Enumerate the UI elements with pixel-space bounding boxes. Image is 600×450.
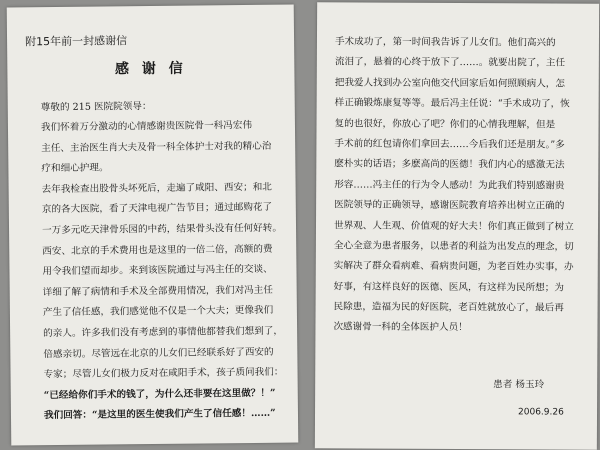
text-line: 疗和细心护理。 (41, 162, 109, 175)
text-line: 次感谢骨一科的全体医护人员！ (333, 321, 468, 334)
signature: 患者 杨玉玲 (493, 379, 545, 391)
text-line: 实解决了群众看病难、看病贵问题，为老百姓办实事，办 (333, 260, 574, 273)
text-line: 我们回答：“是这里的医生使我们产生了信任感！……” (43, 408, 276, 422)
text-line: 全心全意为患者服务，以患者的利益为出发点的理念，切 (333, 240, 574, 253)
letter-body-right (333, 32, 597, 339)
letter-title: 感 谢 信 (114, 60, 187, 78)
text-line: 医院领导的正确领导，感谢医院教育培养出树立正确的 (334, 199, 565, 212)
left-letter-page (7, 5, 299, 446)
text-line: 用令我们望而却步。来到该医院通过与冯主任的交谈、 (42, 263, 273, 278)
text-line: 西安、北京的手术费用也是这里的一倍二倍，高额的费 (42, 243, 273, 257)
text-line: 的亲人。许多我们没有考虑到的事情他都替我们想到了， (43, 325, 284, 340)
text-line: 复的也很好，你放心了吧？你们的心情我理解，但是 (334, 117, 556, 131)
text-line: 产生了信任感，我们感觉他不仅是一个大夫；更像我们 (42, 305, 274, 319)
letter-body-left (41, 116, 298, 428)
text-line: 手术前的红包请你们拿回去……今后我们还是朋友。”多 (334, 138, 565, 151)
text-line: 专家；尽管儿女们极力反对在咸阳手术，孩子质问我们： (43, 366, 284, 381)
text-line: 好事，有这样良好的医德、医风，有这样为民所想；为 (333, 281, 564, 294)
right-letter-page (315, 2, 599, 449)
text-line: 主任、主治医生肖大夫及骨一科全体护士对我的精心治 (41, 140, 272, 154)
page-header: 附15年前一封感谢信 (25, 34, 128, 49)
text-line: 我们怀着万分激动的心情感谢贵医院骨一科冯宏伟 (40, 119, 253, 134)
signature-date: 2006.9.26 (517, 407, 564, 418)
text-line: 倍感亲切。尽管远在北京的儿女们已经联系好了西安的 (43, 346, 274, 360)
salutation: 尊敬的 215 医院院领导： (40, 101, 152, 114)
text-line: “已经给你们手术的钱了，为什么还非要在这里做？！” (43, 387, 276, 401)
text-line: 京的各大医院，看了天津电视广告节目；通过邮购花了 (41, 202, 273, 216)
text-line: 形容……冯主任的行为令人感动！为此我们特别感谢贵 (334, 179, 565, 192)
text-line: 手术成功了，第一时间我告诉了儿女们。他们高兴的 (334, 36, 556, 49)
text-line: 麽朴实的话语；多麽高尚的医德！我们内心的感激无法 (334, 158, 565, 171)
text-line: 一万多元吃天津骨乐园的中药，结果骨头没有任何好转。 (41, 222, 282, 237)
text-line: 去年我检查出股骨头坏死后，走遍了咸阳、西安；和北 (41, 181, 272, 195)
text-line: 样正确锻炼康复等等。最后冯主任说：“手术成功了，恢 (334, 97, 570, 110)
text-line: 把我爱人找到办公室向他交代回家后如何照顾病人，怎 (334, 77, 566, 90)
text-line: 详细了解了病情和手术及全部费用情况，我们对冯主任 (42, 284, 273, 298)
text-line: 世界观、人生观、价值观的好大夫！你们真正做到了树立 (333, 219, 574, 233)
text-line: 民除患，造福为民的好医院，老百姓就放心了，最后再 (333, 301, 564, 314)
text-line: 流泪了，悬着的心终于放下了……。就要出院了，主任 (334, 56, 566, 69)
